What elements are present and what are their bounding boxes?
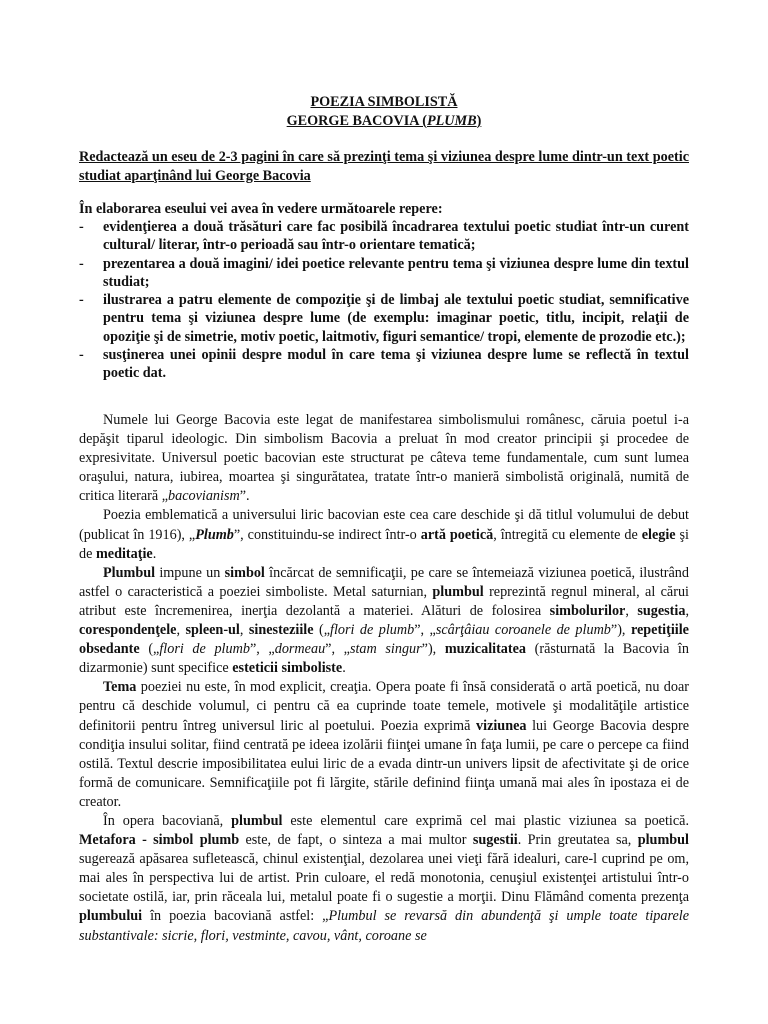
requirement-item <box>79 255 689 292</box>
text-run: ”, „ <box>325 641 350 658</box>
requirement-text: evidenţierea a două trăsături care fac posibilă încadrarea textului poetic studiat într-un curent cultural/ literar, într-o perioadă sau într-o orientare tematică; <box>103 219 689 254</box>
bold-run: Tema <box>103 679 137 696</box>
bold-run: sugestii <box>472 832 518 849</box>
text-run: . <box>342 660 346 677</box>
requirement-item <box>79 291 689 346</box>
list-dash: - <box>79 219 84 235</box>
requirement-text: susţinerea unei opinii despre modul în care tema şi viziunea despre lume se reflectă în textul poetic dat. <box>103 347 689 382</box>
text-run: este, de fapt, o sinteza a mai multor <box>239 832 473 849</box>
subtitle-suffix: ) <box>476 113 482 129</box>
document-title: POEZIA SIMBOLISTĂ <box>310 94 458 110</box>
text-run: , <box>176 622 186 639</box>
list-dash: - <box>79 255 84 272</box>
subtitle-italic: PLUMB <box>426 113 477 129</box>
paragraph-2 <box>79 506 689 563</box>
text-run: Poezia emblematică a universului liric bacovian este cea care deschide şi dă titlul volumului de debut (publicat în 1916), „ <box>79 507 689 543</box>
bold-run: sugestia <box>637 602 686 619</box>
bold-run: repetiţiile obsedante <box>79 622 689 658</box>
text-run: şi de <box>79 526 689 562</box>
bold-run: artă poetică <box>420 526 494 543</box>
bold-run: plumbului <box>79 908 143 925</box>
text-run: În opera bacoviană, <box>103 812 232 829</box>
document-subtitle <box>0 113 768 130</box>
text-run: Numele lui George Bacovia este legat de manifestarea simbolismului românesc, căruia poetul i-a depăşit tiparul ideologic. Din simbolism Bacovia a preluat în mod creator principii şi procedee de expresivitate. Universul poetic bacovian este structurat pe câteva teme fundamentale, cum sunt lumea oraşului, natura, iubirea, moartea şi singurătatea, tratate într-o manieră simbolistă originală, numită de critica literară „ <box>79 412 689 505</box>
requirement-item <box>79 346 689 383</box>
text-run: , <box>625 602 638 619</box>
text-run: . <box>152 545 157 562</box>
text-run: sugerează apăsarea sufletească, chinul existenţial, dezolarea unei vieţi fără idealuri, care-l cuprind pe om, mai ales în perspectiva lui de artist. Prin culoare, el redă monotonia, cenuşiul existenţei artistului într-o societate ostilă, iar, prin răceala lui, metalul poate fi o sugestie a morţii. Dinu Flămând comenta prezenţa <box>79 851 689 906</box>
text-run: , <box>685 602 689 619</box>
requirement-item <box>79 218 689 255</box>
subtitle-prefix: GEORGE BACOVIA ( <box>286 113 427 129</box>
bold-run: Plumbul <box>103 564 156 581</box>
text-run: , <box>239 622 249 639</box>
text-run: poeziei nu este, în mod explicit, creaţia. Opera poate fi însă considerată o artă poetică, nu doar pentru că deschide volumul, ci pentru că ea cuprinde toate temele, motivele şi modalităţile artistice definitorii pentru întreg universul liric al poetului. Poezia exprimă <box>79 679 689 734</box>
text-run: impune un <box>155 564 225 581</box>
paragraph-4 <box>79 678 689 812</box>
text-run: ”, „ <box>249 641 275 658</box>
text-run: , întregită cu elemente de <box>493 526 642 543</box>
italic-run: bacovianism <box>168 488 240 505</box>
bold-run: spleen-ul <box>185 622 240 639</box>
text-run: ”), <box>421 641 445 658</box>
text-run: ”, „ <box>414 622 436 639</box>
bold-run: plumbul <box>637 832 689 849</box>
italic-run: flori de plumb <box>159 641 250 658</box>
bold-run: simbol <box>224 564 265 581</box>
bold-run: esteticii simboliste <box>232 660 343 677</box>
italic-run: dormeau <box>274 641 326 658</box>
list-dash: - <box>79 347 84 364</box>
list-dash: - <box>79 292 84 309</box>
bold-run: Metafora - simbol plumb <box>79 832 240 849</box>
text-run: în poezia bacoviană astfel: „ <box>142 908 329 925</box>
text-run: este elementul care exprimă cel mai plastic viziunea sa poetică. <box>282 812 689 829</box>
requirements-intro: În elaborarea eseului vei avea în vedere următoarele repere: <box>79 201 443 217</box>
requirement-text: ilustrarea a patru elemente de compoziţie şi de limbaj ale textului poetic studiat, semnificative pentru tema şi viziunea despre lume (de exemplu: imaginar poetic, titlu, incipit, relaţii de opoziţie şi de simetrie, motiv poetic, laitmotiv, figuri semantice/ tropi, elemente de prozodie etc.); <box>103 292 689 345</box>
text-run: („ <box>313 622 331 639</box>
text-run: încărcat de semnificaţii, pe care se întemeiază viziunea poetică, ilustrând astfel o caracteristică a poeziei simboliste. Metal saturnian, <box>79 564 689 600</box>
bold-run: elegie <box>641 526 676 543</box>
text-run: lui George Bacovia despre condiţia insului solitar, fiind centrată pe ideea izolării fiinţei umane în faţa lumii, pe care o percepe ca fiind ostilă. Textul descrie imposibilitatea eului liric de a evada dintr-un univers lipsit de afectivitate şi de orice formă de comunicare. Semnificaţiile pot fi lărgite, stările definind fiinţa umană mai ales în ipostaza ei de creator. <box>79 717 690 810</box>
bold-run: corespondenţele <box>79 622 177 639</box>
requirements-list <box>79 218 689 383</box>
requirement-text: prezentarea a două imagini/ idei poetice relevante pentru tema şi viziunea despre lume din textul studiat; <box>103 255 689 290</box>
bold-run: sinesteziile <box>248 622 314 639</box>
text-run: ”, constituindu-se indirect într-o <box>233 526 421 543</box>
italic-run: stam singur <box>349 641 422 658</box>
italic-run: scârţâiau coroanele de plumb <box>435 622 611 639</box>
essay-prompt: Redactează un eseu de 2-3 pagini în care să prezinţi tema şi viziunea despre lume dintr-un text poetic studiat aparţinând lui George Bacovia <box>79 149 689 184</box>
text-run: ”), <box>610 622 631 639</box>
essay-body <box>79 411 689 946</box>
text-run: . Prin greutatea sa, <box>517 832 638 849</box>
bold-italic-run: Plumb <box>195 526 234 543</box>
bold-run: viziunea <box>476 717 527 734</box>
text-run: ”. <box>239 488 250 505</box>
paragraph-1 <box>79 411 689 506</box>
text-run: („ <box>139 641 160 658</box>
italic-run: Plumbul se revarsă din abundenţă şi umple toate tiparele substantivale: sicrie, flori, vestminte, cavou, vânt, coroane se <box>79 908 689 944</box>
italic-run: flori de plumb <box>330 622 415 639</box>
bold-run: plumbul <box>231 812 283 829</box>
paragraph-5 <box>79 812 689 946</box>
text-run: (răsturnată la Bacovia în dizarmonie) sunt specifice <box>79 641 689 677</box>
bold-run: meditaţie <box>95 545 153 562</box>
paragraph-3 <box>79 564 689 679</box>
bold-run: muzicalitatea <box>444 641 527 658</box>
bold-run: simbolurilor <box>549 602 626 619</box>
text-run: reprezintă regnul mineral, al cărui atribut este încremenirea, inerţia dezolantă a materiei. Alături de folosirea <box>79 583 689 619</box>
bold-run: plumbul <box>432 583 484 600</box>
